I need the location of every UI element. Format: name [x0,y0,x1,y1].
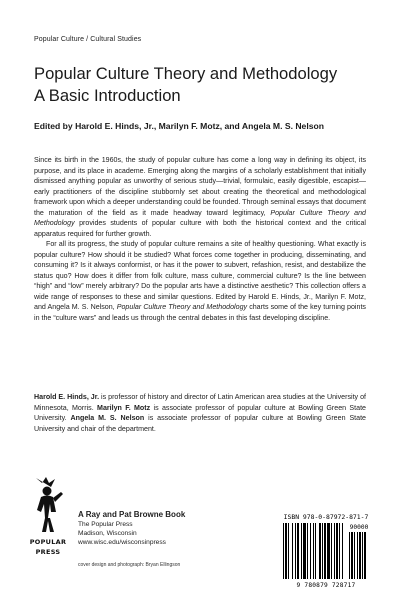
category-label: Popular Culture / Cultural Studies [34,36,142,43]
publisher-location: Madison, Wisconsin [78,530,137,537]
book-title-italic: Popular Culture Theory and Methodology [116,303,248,311]
logo-word-press: PRESS [35,548,61,556]
book-title [34,63,374,107]
description-paragraph-1: Since its birth in the 1960s, the study of popular culture has come a long way in defining its object, its purpose, and its place in academe. Emerging along the margins of a scholarly establishment that initially dismissed anything popular as unworthy of serious study—trivial, formulaic, easily digestible, escapist—early practitioners of the discipline stubbornly set about creating the theoretical and methodological framework upon which a deeper understanding could be founded. Through seminal essays that document the maturation of the field as it made headway toward legitimacy, Popular Culture Theory and Methodology provides students of popular culture with both the historical context and the critical apparatus required for further growth. [34,156,366,238]
editor-bios: Harold E. Hinds, Jr. is professor of history and director of Latin American area studies at the University of Minnesota, Morris. Marilyn F. Motz is associate professor of popular culture at Bowling Green State University. Angela M. S. Nelson is associate professor of popular culture at Bowling Green State University and chair of the department. [34,393,367,433]
title-line-1: Popular Culture Theory and Methodology [34,64,338,83]
bio-name: Angela M. S. Nelson [70,414,145,422]
barcode-icon [279,523,373,581]
barcode-digits: 9 780879 728717 [296,582,356,589]
barcode-addon-text: 90000 [349,524,369,531]
editors-line: Edited by Harold E. Hinds, Jr., Marilyn F. Motz, and Angela M. S. Nelson [34,121,325,131]
publisher-info [78,509,278,547]
publisher-url: www.wisc.edu/wisconsinpress [78,539,166,546]
figure-icon [28,474,68,536]
series-name: A Ray and Pat Browne Book [78,510,186,519]
popular-press-logo [28,474,68,560]
title-line-2: A Basic Introduction [34,86,181,105]
description [34,155,366,323]
isbn-text: ISBN 978-0-87972-871-7 [283,513,369,521]
logo-word-popular: POPULAR [29,538,67,546]
description-paragraph-2: For all its progress, the study of popular culture remains a site of healthy questioning. What exactly is popular culture? How should it be studied? What forces come together in producing, disseminating, and consuming it? Is it always conformist, or has it the power to subvert, refashion, resist, and destabilize the status quo? How does it differ from folk culture, mass culture, commercial culture? Is the line between “high” and “low” merely arbitrary? Do the popular arts have a distinctive aesthetic? This collection offers a wide range of responses to these and similar questions. Edited by Harold E. Hinds, Jr., Marilyn F. Motz, and Angela M. S. Nelson, Popular Culture Theory and Methodology charts some of the key turning points in the “culture wars” and leads us through the central debates in this fast developing discipline. [34,240,366,322]
bio-name: Harold E. Hinds, Jr. [34,393,100,401]
book-title-italic: Popular Culture Theory and Methodology [34,208,366,227]
barcode-panel [277,513,375,591]
publisher-name: The Popular Press [78,521,133,528]
cover-credit: cover design and photograph: Bryan Ellingson [78,562,181,568]
bio-name: Marilyn F. Motz [97,403,151,412]
